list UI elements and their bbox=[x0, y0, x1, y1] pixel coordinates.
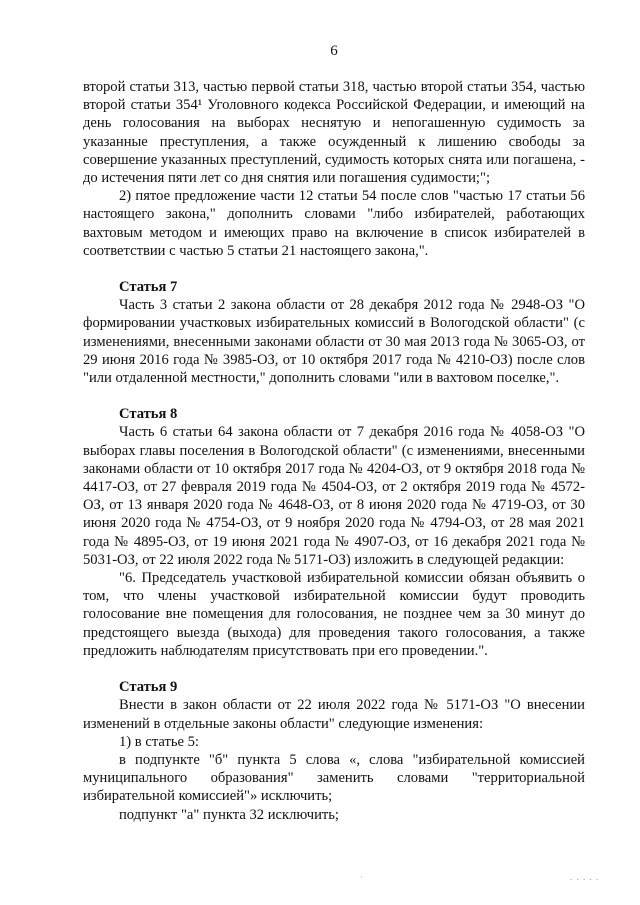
article-9-item-1b: подпункт "а" пункта 32 исключить; bbox=[119, 806, 339, 823]
article-9-heading: Статья 9 bbox=[119, 679, 178, 696]
scan-mark-right: . . . . . bbox=[570, 872, 600, 882]
document-page bbox=[83, 42, 585, 824]
article-9-intro: Внести в закон области от 22 июля 2022 года № 5171-ОЗ "О внесении изменений в отдельные законы области" следующие изменения: bbox=[83, 697, 585, 732]
scan-mark-left: · bbox=[360, 872, 364, 882]
article-9-item-1a: в подпункте "б" пункта 5 слова «, слова "избирательной комиссией муниципального образования" заменить словами "территориальной избирательной комиссией"» исключить; bbox=[83, 751, 585, 805]
page-number: 6 bbox=[330, 43, 338, 59]
article-8-quote: "6. Председатель участковой избирательной комиссии обязан объявить о том, что члены участковой избирательной комиссии будут проводить голосование вне помещения для голосования, не позднее чем за 30 минут до предстоящего выезда (выхода) для проведения такого голосования, а также предложить наблюдателям присутствовать при его проведении.". bbox=[83, 570, 585, 659]
paragraph-item-2: 2) пятое предложение части 12 статьи 54 после слов "частью 17 статьи 56 настоящего закона," дополнить словами "либо избирателей, работающих вахтовым методом и имеющих право на включение в список избирателей в соответствии с частью 5 статьи 21 настоящего закона,". bbox=[83, 188, 585, 259]
paragraph-continuation: второй статьи 313, частью первой статьи 318, частью второй статьи 354, частью второй статьи 354¹ Уголовного кодекса Российской Федерации, и имеющий на день голосования на выборах неснятую и непогашенную судимость за указанные преступления, а также осужденный к лишению свободы за совершение указанных преступлений, судимость которых снята или погашена, - до истечения пяти лет со дня снятия или погашения судимости;"; bbox=[83, 79, 585, 187]
article-8-text: Часть 6 статьи 64 закона области от 7 декабря 2016 года № 4058-ОЗ "О выборах главы поселения в Вологодской области" (с изменениями, внесенными законами области от 10 октября 2017 года № 4204-ОЗ, от 9 октября 2018 года № 4417-ОЗ, от 27 февраля 2019 года № 4504-ОЗ, от 2 октября 2019 года № 4572-ОЗ, от 13 января 2020 года № 4648-ОЗ, от 8 июня 2020 года № 4719-ОЗ, от 30 июня 2020 года № 4754-ОЗ, от 9 ноября 2020 года № 4794-ОЗ, от 28 мая 2021 года № 4895-ОЗ, от 19 июня 2021 года № 4907-ОЗ, от 16 декабря 2021 года № 5031-ОЗ, от 22 июля 2022 года № 5171-ОЗ) изложить в следующей редакции: bbox=[83, 424, 585, 568]
article-7-heading: Статья 7 bbox=[119, 279, 178, 296]
article-7-text: Часть 3 статьи 2 закона области от 28 декабря 2012 года № 2948-ОЗ "О формировании участковых избирательных комиссий в Вологодской области" (с изменениями, внесенными законами области от 30 мая 2013 года № 3065-ОЗ, от 29 июня 2016 года № 3985-ОЗ, от 10 октября 2017 года № 4210-ОЗ) после слов "или отдаленной местности," дополнить словами "или в вахтовом поселке,". bbox=[83, 297, 585, 387]
article-9-item-1: 1) в статье 5: bbox=[119, 733, 199, 750]
article-8-heading: Статья 8 bbox=[119, 406, 178, 423]
scan-marks bbox=[360, 872, 610, 884]
